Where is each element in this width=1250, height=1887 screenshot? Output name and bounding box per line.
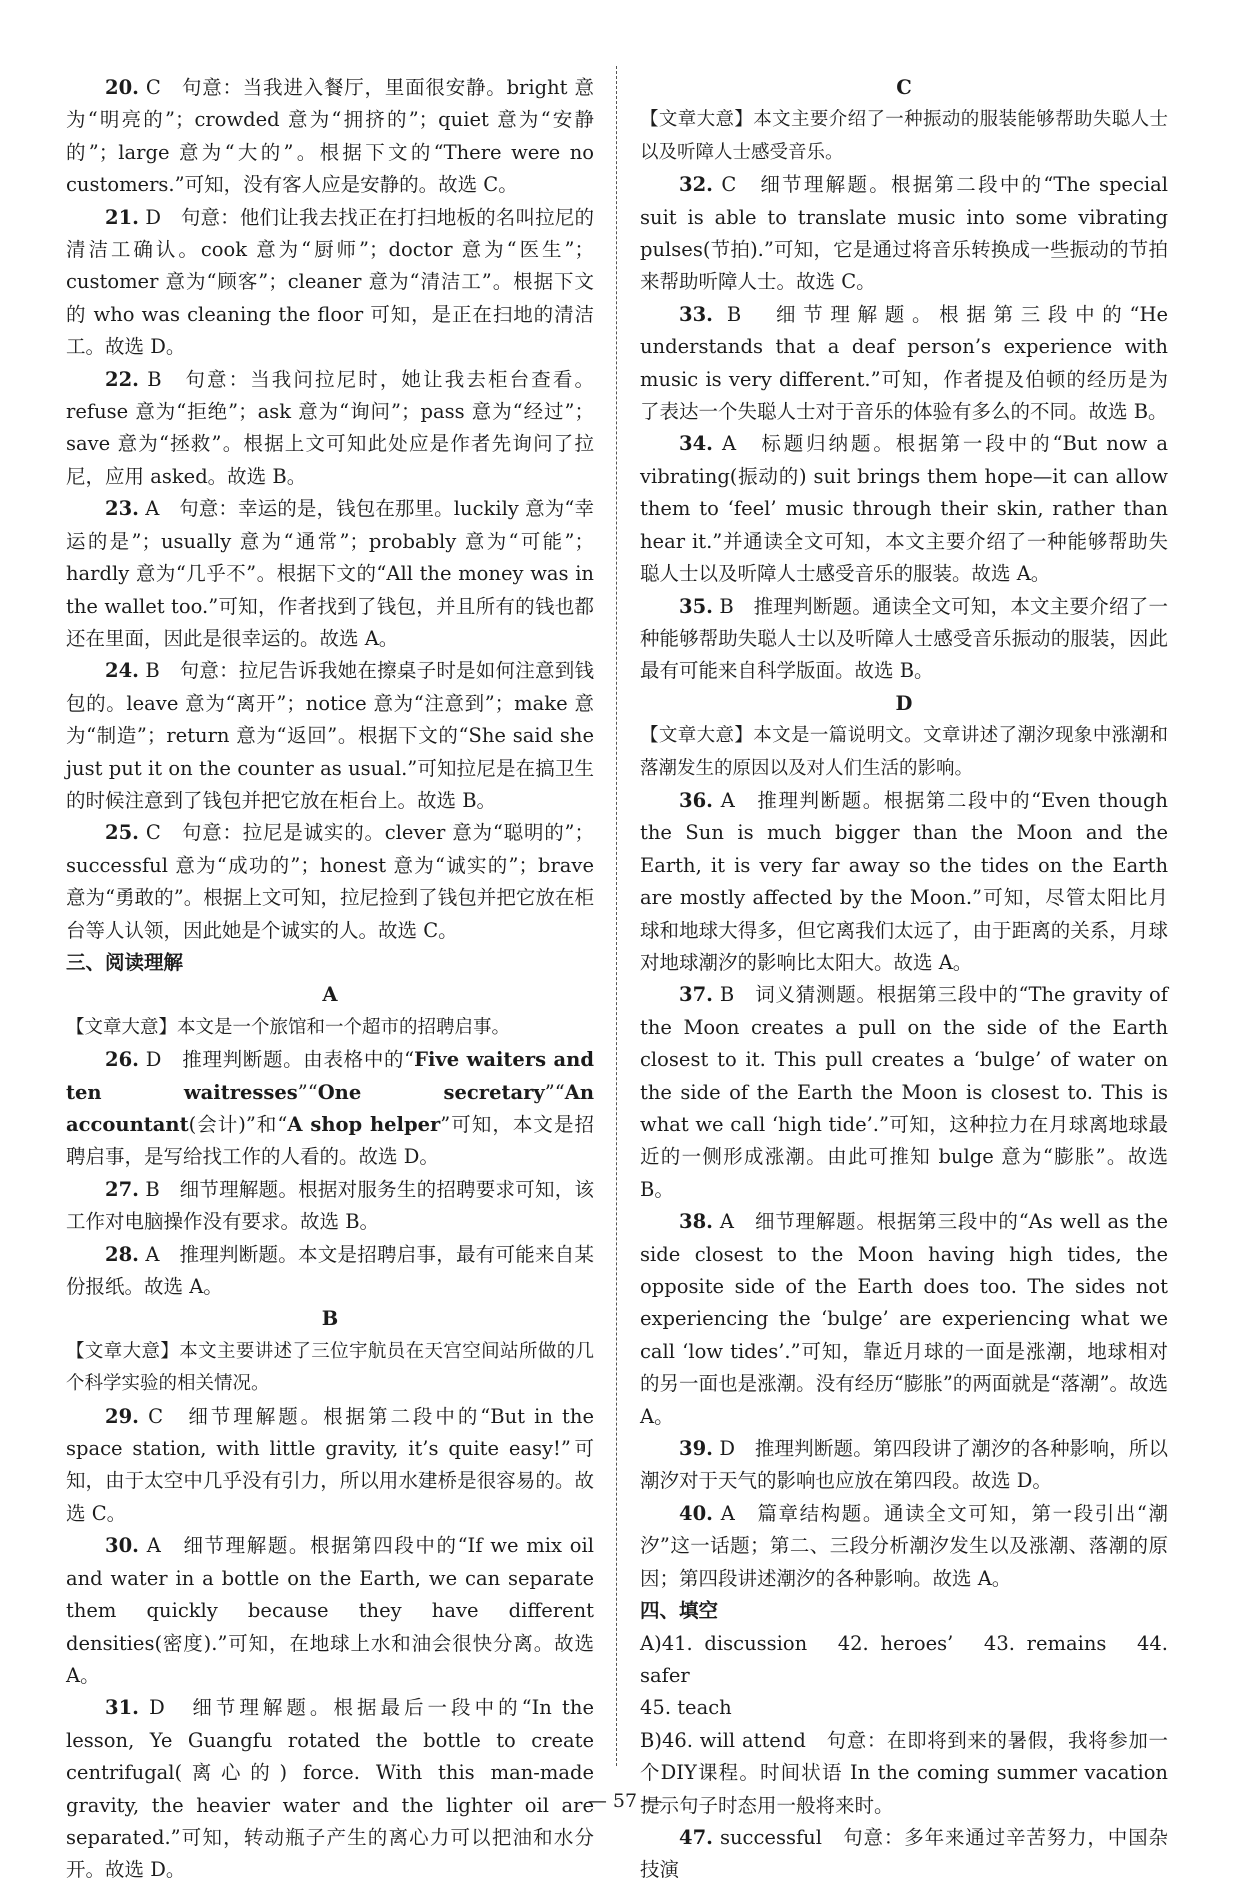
answer-20: 20. C 句意：当我进入餐厅，里面很安静。bright 意为“明亮的”；crowded 意为“拥挤的”；quiet 意为“安静的”；large 意为“大的”。根据下文的“There were no customers.”可知，没有客人应是安静的。故选 C。 (66, 76, 594, 197)
answer-21: 21. D 句意：他们让我去找正在打扫地板的名叫拉尼的清洁工确认。cook 意为“厨师”；doctor 意为“医生”；customer 意为“顾客”；cleaner 意为“清洁工”。根据下文的 who was cleaning the floor 可知，是正在扫地的清洁工。故选 D。 (66, 205, 594, 359)
passage-a-summary: 【文章大意】本文是一个旅馆和一个超市的招聘启事。 (66, 1016, 511, 1038)
answer-38: 38. A 细节理解题。根据第三段中的“As well as the side closest to the Moon having high tides, the opposite side of the Earth does too. The sides not experiencing the ‘bulge’ are experiencing what we call ‘low tides’.”可知，靠近月球的一面是涨潮，地球相对的另一面也是涨潮。没有经历“膨胀”的两面就是“落潮”。故选 A。 (640, 1210, 1168, 1428)
answer-25: 25. C 句意：拉尼是诚实的。clever 意为“聪明的”；successful 意为“成功的”；honest 意为“诚实的”；brave 意为“勇敢的”。根据上文可知，拉尼捡到了钱包并把它放在柜台等人认领，因此她是个诚实的人。故选 C。 (66, 821, 594, 942)
answer-40: 40. A 篇章结构题。通读全文可知，第一段引出“潮汐”这一话题；第二、三段分析潮汐发生以及涨潮、落潮的原因；第四段讲述潮汐的各种影响。故选 A。 (640, 1501, 1168, 1590)
answer-22: 22. B 句意：当我问拉尼时，她让我去柜台查看。refuse 意为“拒绝”；ask 意为“询问”；pass 意为“经过”；save 意为“拯救”。根据上文可知此处应是作者先询问了拉尼，应用 asked。故选 B。 (66, 367, 594, 488)
left-column (66, 72, 594, 1887)
answer-24: 24. B 句意：拉尼告诉我她在擦桌子时是如何注意到钱包的。leave 意为“离开”；notice 意为“注意到”；make 意为“制造”；return 意为“返回”。根据下文的“She said she just put it on the counter as usual.”可知拉尼是在搞卫生的时候注意到了钱包并把它放在柜台上。故选 B。 (66, 659, 594, 812)
answer-39: 39. D 推理判断题。第四段讲了潮汐的各种影响，所以潮汐对于天气的影响也应放在第四段。故选 D。 (640, 1437, 1168, 1493)
answer-27: 27. B 细节理解题。根据对服务生的招聘要求可知，该工作对电脑操作没有要求。故选 B。 (66, 1177, 594, 1234)
passage-b-summary: 【文章大意】本文主要讲述了三位宇航员在天宫空间站所做的几个科学实验的相关情况。 (66, 1340, 594, 1395)
passage-d-label: D (895, 691, 913, 715)
page-number: — 57 — (587, 1790, 663, 1812)
passage-d-summary: 【文章大意】本文是一篇说明文。文章讲述了潮汐现象中涨潮和落潮发生的原因以及对人们生活的影响。 (640, 725, 1168, 779)
right-column (640, 72, 1168, 1887)
passage-a-label: A (322, 983, 338, 1007)
answer-23: 23. A 句意：幸运的是，钱包在那里。luckily 意为“幸运的是”；usually 意为“通常”；probably 意为“可能”；hardly 意为“几乎不”。根据下文的“All the money was in the wallet too.”可知，作者找到了钱包，并且所有的钱也都还在里面，因此是很幸运的。故选 A。 (66, 497, 594, 650)
passage-c-label: C (896, 76, 912, 99)
answer-32: 32. C 细节理解题。根据第二段中的“The special suit is able to translate music into some vibrating pulses(节拍).”可知，它是通过将音乐转换成一些振动的节拍来帮助听障人士。故选 C。 (640, 173, 1168, 294)
passage-c-summary: 【文章大意】本文主要介绍了一种振动的服装能够帮助失聪人士以及听障人士感受音乐。 (640, 109, 1168, 163)
answer-47: 47. successful 句意：多年来通过辛苦努力，中国杂技演 (640, 1825, 1168, 1882)
fill-a-answers: A)41. discussion 42. heroes’ 43. remains 44. safer (640, 1631, 1168, 1687)
answer-35: 35. B 推理判断题。通读全文可知，本文主要介绍了一种能够帮助失聪人士以及听障人士感受音乐振动的服装，因此最有可能来自科学版面。故选 B。 (640, 594, 1168, 683)
column-divider (616, 66, 617, 1766)
answer-29: 29. C 细节理解题。根据第二段中的“But in the space station, with little gravity, it’s quite easy!”可知，由于太空中几乎没有引力，所以用水建桥是很容易的。故选 C。 (66, 1404, 594, 1525)
answer-37: 37. B 词义猜测题。根据第三段中的“The gravity of the Moon creates a pull on the side of the Earth closest to it. This pull creates a ‘bulge’ of water on the side of the Earth the Moon is closest to. This is what we call ‘high tide’.”可知，这种拉力在月球离地球最近的一侧形成涨潮。由此可推知 bulge 意为“膨胀”。故选 B。 (640, 983, 1168, 1201)
answer-46: B)46. will attend 句意：在即将到来的暑假，我将参加一个DIY课程。时间状语 In the coming summer vacation 提示句子时态用一般将来时。 (640, 1728, 1168, 1817)
answer-34: 34. A 标题归纳题。根据第一段中的“But now a vibrating(振动的) suit brings them hope—it can allow them to ‘feel’ music through their skin, rather than hear it.”并通读全文可知，本文主要介绍了一种能够帮助失聪人士以及听障人士感受音乐的服装。故选 A。 (640, 432, 1168, 586)
fill-a-answers-cont: 45. teach (640, 1696, 732, 1720)
passage-b-label: B (321, 1307, 339, 1331)
answer-36: 36. A 推理判断题。根据第二段中的“Even though the Sun is much bigger than the Moon and the Earth, it is very far away so the tides on the Earth are mostly affected by the Moon.”可知，尽管太阳比月球和地球大得多，但它离我们太远了，由于距离的关系，月球对地球潮汐的影响比太阳大。故选 A。 (640, 788, 1168, 974)
answer-30: 30. A 细节理解题。根据第四段中的“If we mix oil and water in a bottle on the Earth, we can separate them quickly because they have different densities(密度).”可知，在地球上水和油会很快分离。故选 A。 (66, 1534, 594, 1687)
answer-31: 31. D 细节理解题。根据最后一段中的“In the lesson, Ye Guangfu rotated the bottle to create centrifugal(离心的) force. With this man-made gravity, the heavier water and the lighter oil are separated.”可知，转动瓶子产生的离心力可以把油和水分开。故选 D。 (66, 1696, 594, 1882)
section-heading-reading: 三、阅读理解 (66, 950, 184, 974)
answer-28: 28. A 推理判断题。本文是招聘启事，最有可能来自某份报纸。故选 A。 (66, 1242, 594, 1299)
section-heading-fill: 四、填空 (640, 1599, 719, 1623)
answer-26: 26. D 推理判断题。由表格中的“Five waiters and ten waitresses”“One secretary”“An accountant(会计)”和“A shop helper”可知，本文是招聘启事，是写给找工作的人看的。故选 D。 (66, 1048, 595, 1169)
answer-33: 33. B 细节理解题。根据第三段中的“He understands that a deaf person’s experience with music is very different.”可知，作者提及伯顿的经历是为了表达一个失聪人士对于音乐的体验有多么的不同。故选 B。 (640, 302, 1168, 424)
